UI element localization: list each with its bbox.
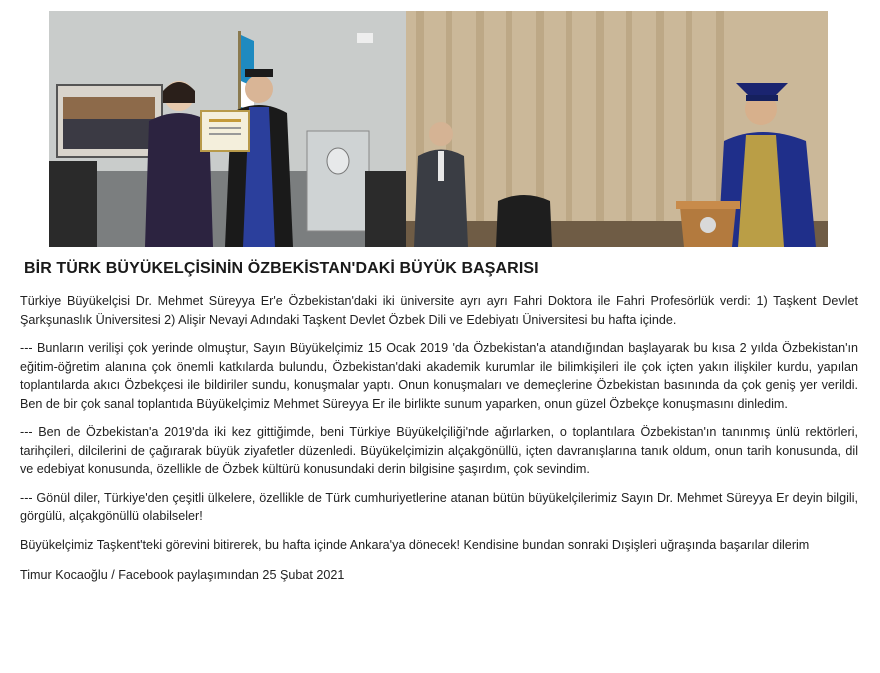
article-title: BİR TÜRK BÜYÜKELÇİSİNİN ÖZBEKİSTAN'DAKİ BÜYÜK BAŞARISI bbox=[24, 260, 539, 277]
article-byline: Timur Kocaoğlu / Facebook paylaşımından 25 Şubat 2021 bbox=[20, 568, 345, 582]
article bbox=[20, 260, 858, 582]
ceremony-illustration bbox=[49, 11, 406, 247]
article-paragraph-5: Büyükelçimiz Taşkent'teki görevini bitirerek, bu hafta içinde Ankara'ya dönecek! Kendisine bundan sonraki Dışişleri uğraşında başarılar dilerim bbox=[20, 537, 810, 552]
article-paragraph-2: --- Bunların verilişi çok yerinde olmuştur, Sayın Büyükelçimiz 15 Ocak 2019 'da Özbekistan'a atandığından başlayarak bu kısa 2 yılda Özbekistan'ın eğitim-öğretim alanına çok önemli katkılarda bulundu, Özbekistan'daki akademik kurumlar ile bilimkişileri ile çok içten yakın ilişkiler kurdu, yapılan toplantılarda akıcı Özbekçesi ile bildiriler sundu, konuşmalar yaptı. Onun konuşmaları ve demeçlerine Özbekistan basınında da çok geniş yer verildi. Ben de bir çok sanal toplantıda Büyükelçimiz Mehmet Süreyya Er ile birlikte sunum yaparken, onun güzel Özbekçe konuşmasını dinledim. bbox=[20, 341, 858, 411]
article-paragraph-4: --- Gönül diler, Türkiye'den çeşitli ülkelere, özellikle de Türk cumhuriyetlerine atanan bütün büyükelçilerimiz Sayın Dr. Mehmet Süreyya Er deyin bilgili, görgülü, alçakgönüllü olabilseler! bbox=[20, 490, 858, 523]
podium-photo bbox=[406, 11, 828, 247]
article-paragraph-1: Türkiye Büyükelçisi Dr. Mehmet Süreyya Er'e Özbekistan'daki iki üniversite ayrı ayrı Fahri Doktora ile Fahri Profesörlük verdi: 1) Taşkent Devlet Şarkşunaslık Üniversitesi 2) Alişir Nevayi Adındaki Taşkent Devlet Özbek Dili ve Edebiyatı Üniversitesi bu hafta içinde. bbox=[20, 294, 858, 327]
podium-illustration bbox=[406, 11, 828, 247]
article-paragraph-3: --- Ben de Özbekistan'a 2019'da iki kez gittiğimde, beni Türkiye Büyükelçiliği'nde ağırlarken, o toplantılara Özbekistan'ın tanınmış ünlü rektörleri, tarihçileri, dilcilerini de çağırarak büyük ziyafetler düzenledi. Büyükelçimizin alçakgönüllü, içten davranışlarına tanık oldum, onun tarih konusunda, dil ve edebiyat konusunda, özellikle de Özbek kültürü konusundaki derin bilgisine şaşırdım, çok sevindim. bbox=[20, 425, 858, 476]
ceremony-photo bbox=[49, 11, 406, 247]
photo-banner bbox=[49, 11, 828, 247]
